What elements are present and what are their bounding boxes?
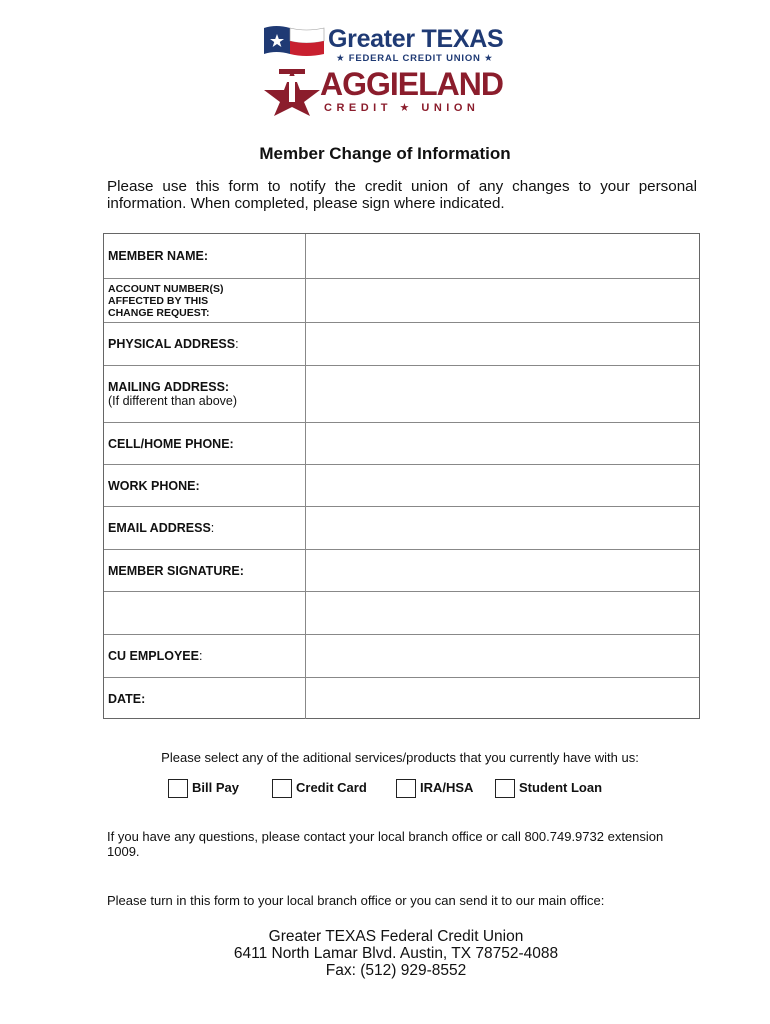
main-office-address [0, 928, 770, 979]
credit-union-logo [262, 24, 537, 116]
row-member-name [104, 234, 699, 279]
row-cu-employee [104, 635, 699, 678]
row-email-address [104, 507, 699, 550]
physical-address-label: PHYSICAL ADDRESS: [104, 323, 306, 365]
member-signature-field[interactable] [306, 550, 699, 591]
member-info-table [103, 233, 700, 719]
work-phone-field[interactable] [306, 465, 699, 506]
member-name-field[interactable] [306, 234, 699, 278]
cell-home-phone-label: CELL/HOME PHONE: [104, 423, 306, 464]
account-numbers-label: ACCOUNT NUMBER(S) AFFECTED BY THIS CHANGE REQUEST: [104, 279, 306, 322]
mailing-address-field[interactable] [306, 366, 699, 422]
member-signature-label: MEMBER SIGNATURE: [104, 550, 306, 591]
blank-field[interactable] [306, 592, 699, 634]
federal-credit-union-wordmark: ★ FEDERAL CREDIT UNION ★ [336, 53, 494, 64]
credit-card-label: Credit Card [296, 780, 367, 795]
office-fax: Fax: (512) 929-8552 [325, 962, 467, 979]
credit-union-wordmark: CREDIT ★ UNION [324, 102, 480, 114]
aggieland-wordmark: AGGIELAND [320, 66, 503, 102]
student-loan-label: Student Loan [519, 780, 603, 795]
email-address-label: EMAIL ADDRESS: [104, 507, 306, 549]
account-numbers-field[interactable] [306, 279, 699, 322]
questions-text: If you have any questions, please contact your local branch office or call 800.749.9732 extension 1009. [107, 829, 664, 859]
office-name: Greater TEXAS Federal Credit Union [268, 928, 524, 945]
student-loan-checkbox[interactable] [495, 779, 515, 798]
row-cell-home-phone [104, 423, 699, 465]
bill-pay-checkbox[interactable] [168, 779, 188, 798]
service-option-bill-pay[interactable] [168, 779, 239, 798]
row-physical-address [104, 323, 699, 366]
service-option-ira-hsa[interactable] [396, 779, 473, 798]
service-option-student-loan[interactable] [495, 779, 602, 798]
service-option-credit-card[interactable] [272, 779, 367, 798]
row-account-numbers [104, 279, 699, 323]
bill-pay-label: Bill Pay [192, 780, 239, 795]
blank-label [104, 592, 306, 634]
mailing-address-label: MAILING ADDRESS: (If different than above) [104, 366, 306, 422]
cell-home-phone-field[interactable] [306, 423, 699, 464]
row-work-phone [104, 465, 699, 507]
row-blank [104, 592, 699, 635]
cu-employee-label: CU EMPLOYEE: [104, 635, 306, 677]
row-mailing-address [104, 366, 699, 423]
email-address-field[interactable] [306, 507, 699, 549]
credit-card-checkbox[interactable] [272, 779, 292, 798]
intro-text: Please use this form to notify the credit union of any changes to your personal information. When completed, please sign where indicated. [107, 178, 697, 212]
work-phone-label: WORK PHONE: [104, 465, 306, 506]
ira-hsa-checkbox[interactable] [396, 779, 416, 798]
mailing-address-note: (If different than above) [108, 394, 238, 408]
services-prompt: Please select any of the aditional services/products that you currently have with us: [161, 750, 639, 765]
cu-employee-field[interactable] [306, 635, 699, 677]
form-title: Member Change of Information [259, 144, 511, 163]
date-field[interactable] [306, 678, 699, 719]
ira-hsa-label: IRA/HSA [420, 780, 474, 795]
date-label: DATE: [104, 678, 306, 719]
greater-texas-wordmark: Greater TEXAS [328, 25, 504, 53]
office-street: 6411 North Lamar Blvd. Austin, TX 78752-4088 [233, 945, 559, 962]
row-member-signature [104, 550, 699, 592]
turn-in-text: Please turn in this form to your local branch office or you can send it to our main office: [107, 893, 605, 908]
row-date [104, 678, 699, 719]
member-name-label: MEMBER NAME: [104, 234, 306, 278]
physical-address-field[interactable] [306, 323, 699, 365]
